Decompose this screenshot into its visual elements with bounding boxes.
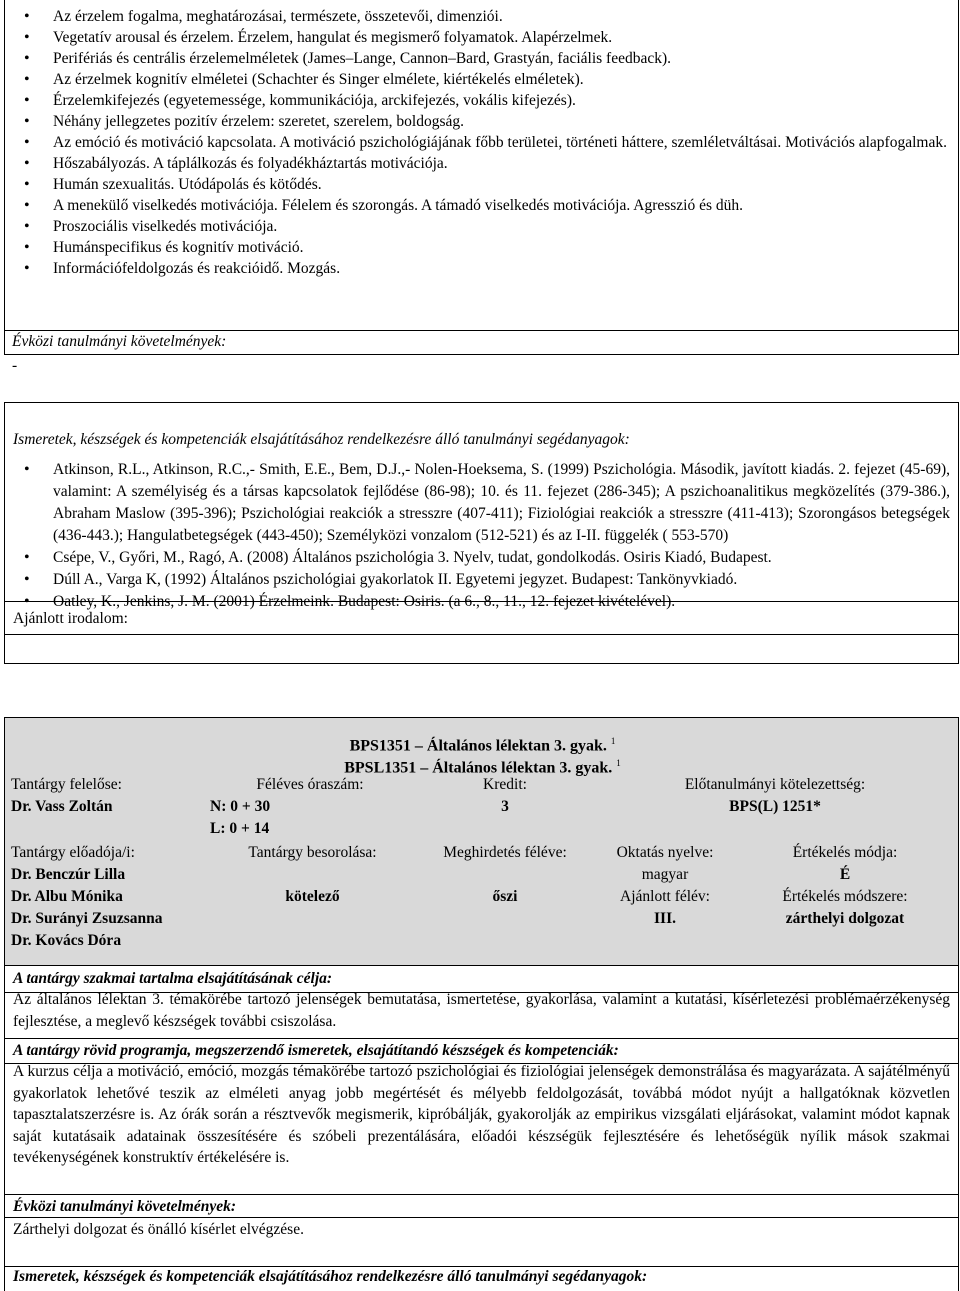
besorolas-value: kötelező	[285, 888, 340, 905]
topic-item: • Néhány jellegzetes pozitív érzelem: szeretet, szerelem, boldogság.	[5, 111, 958, 132]
felelos-value: Dr. Vass Zoltán	[11, 798, 113, 815]
ertekeles-modszer-value: zárthelyi dolgozat	[785, 910, 905, 927]
topic-item: • Információfeldolgozás és reakcióidő. Mozgás.	[5, 258, 958, 279]
evkozi-text: -	[12, 357, 18, 374]
topic-item: • Az érzelmek kognitív elméletei (Schachter és Singer elmélete, kiértékelés elméletek).	[5, 69, 958, 90]
ertekeles-mod-value: É	[839, 866, 851, 883]
reference-item: • Dúll A., Varga K, (1992) Általános pszichológiai gyakorlatok II. Egyetemi jegyzet. Budapest: Tankönyvkiadó.	[5, 569, 958, 591]
eloado-name: Dr. Kovács Dóra	[11, 932, 122, 949]
topic-item: • Humán szexualitás. Utódápolás és kötődés.	[5, 174, 958, 195]
cel-text: Az általános lélektan 3. témakörébe tartozó jelenségek bemutatása, ismertetése, gyakorlása, valamint a kutatási, kísérletezési problémaérzékenység fejlesztése, a meglevő készségek további csiszolása.	[13, 991, 950, 1030]
ajanlott-felev-value: III.	[654, 910, 676, 927]
evkozi2-title: Évközi tanulmányi követelmények:	[13, 1198, 237, 1215]
cel-box	[4, 966, 959, 1038]
topic-list	[5, 0, 958, 279]
topic-item: • Az érzelem fogalma, meghatározásai, természete, összetevői, dimenziói.	[5, 6, 958, 27]
meghirdetes-value: őszi	[492, 888, 518, 905]
reference-item: • Oatley, K., Jenkins, J. M. (2001) Érzelmeink. Budapest: Osiris. (a 6., 8., 11., 12. fejezet kivételével).	[5, 591, 958, 613]
cel-title: A tantárgy szakmai tartalma elsajátításának célja:	[13, 970, 333, 987]
topic-item: • Perifériás és centrális érzelemelméletek (James–Lange, Cannon–Bard, Grastyán, faciális feedback).	[5, 48, 958, 69]
ismeretek-box	[4, 402, 959, 610]
ajanlott-title: Ajánlott irodalom:	[13, 610, 128, 627]
program-text: A kurzus célja a motiváció, emóció, mozgás témakörébe tartozó pszichológiai és fiziológiai jelenségek demonstrálása és magyarázata. A sajátélményű gyakorlatok lehetővé teszik az elméleti anyag jobb megértését és mélyebb feldolgozását, továbbá módot nyújt a hallgatóknak közvetlen tapasztalatszerzésre is. Az órák során a résztvevők megismerik, kipróbálják, gyakorolják az empirikus vizsgálati eljárásokat, valamint módot kapnak saját kutatásaik adatainak összesítésére és szóbeli prezentálására, előadói készségük fejlesztésére és lehetőségük nyílik mások szakmai tevékenységének konstruktív értékelésére is.	[13, 1063, 950, 1166]
kredit-label: Kredit:	[483, 776, 527, 793]
reference-item: • Atkinson, R.L., Atkinson, R.C.,- Smith, E.E., Bem, D.J.,- Nolen-Hoeksema, S. (1999) Pszichológia. Második, javított kiadás. 2. fejezet (45-69), valamint: A személyiség és a társas kapcsolatok fejlődése (86-98); 10. és 11. fejezet (286-345); A pszichoanalitikus megközelítés (379-386.), Abraham Maslow (395-396); Pszichológiai reakciók a stresszre (407-411); Fiziológiai reakciók a stresszre (411-413); Szorongásos betegségek (436-443.); Hangulatbetegségek (443-450); Személyközi vonzalom (512-521) és az I-II. függelék ( 553-570)	[5, 459, 958, 547]
topic-item: • Proszociális viselkedés motivációja.	[5, 216, 958, 237]
ismeretek2-title: Ismeretek, készségek és kompetenciák elsajátításához rendelkezésre álló tanulmányi segédanyagok:	[13, 1268, 648, 1285]
ajanlott-box	[4, 602, 959, 664]
ertekeles-mod-label: Értékelés módja:	[792, 844, 898, 861]
evkozi-title: Évközi tanulmányi követelmények:	[12, 333, 227, 350]
ismeretek-title: Ismeretek, készségek és kompetenciák elsajátításához rendelkezésre álló tanulmányi segédanyagok:	[13, 431, 630, 448]
elotan-label: Előtanulmányi kötelezettség:	[684, 776, 866, 793]
course-header	[4, 717, 959, 966]
course-title-2: BPSL1351 – Általános lélektan 3. gyak. $^1$	[344, 758, 621, 777]
course-title-1: BPS1351 – Általános lélektan 3. gyak. $^1$	[349, 736, 616, 755]
evkozi2-text: Zárthelyi dolgozat és önálló kísérlet elvégzése.	[13, 1221, 304, 1238]
eloado-name: Dr. Benczúr Lilla	[11, 866, 126, 883]
evkozi2-box	[4, 1194, 959, 1291]
topic-item: • A menekülő viselkedés motivációja. Félelem és szorongás. A támadó viselkedés motivációja. Agresszió és düh.	[5, 195, 958, 216]
topic-item: • Az emóció és motiváció kapcsolata. A motiváció pszichológiájának főbb területei, történeti háttere, szemléletváltásai. Motivációs alapfogalmak.	[5, 132, 958, 153]
besorolas-label: Tantárgy besorolása:	[248, 844, 377, 861]
topic-item: • Hőszabályozás. A táplálkozás és folyadékháztartás motivációja.	[5, 153, 958, 174]
ertekeles-modszer-label: Értékelés módszere:	[782, 888, 908, 905]
eloado-label: Tantárgy előadója/i:	[11, 844, 135, 861]
oraszam-n: N: 0 + 30	[210, 798, 271, 815]
elotan-value: BPS(L) 1251*	[729, 798, 821, 815]
topic-item: • Vegetatív arousal és érzelem. Érzelem, hangulat és megismerő folyamatok. Alapérzelmek.	[5, 27, 958, 48]
reference-item: • Csépe, V., Győri, M., Ragó, A. (2008) Általános pszichológia 3. Nyelv, tudat, gondolkodás. Osiris Kiadó, Budapest.	[5, 547, 958, 569]
kredit-value: 3	[501, 798, 509, 815]
ajanlott-felev-label: Ajánlott félév:	[620, 888, 710, 905]
oraszam-label: Féléves óraszám:	[256, 776, 364, 793]
oraszam-l: L: 0 + 14	[210, 820, 270, 837]
topic-item: • Humánspecifikus és kognitív motiváció.	[5, 237, 958, 258]
topic-item: • Érzelemkifejezés (egyetemessége, kommunikációja, arckifejezés, vokális kifejezés).	[5, 90, 958, 111]
topics-box	[4, 0, 959, 355]
program-title: A tantárgy rövid programja, megszerzendő ismeretek, elsajátítandó készségek és kompetenciák:	[13, 1042, 619, 1059]
eloado-name: Dr. Albu Mónika	[11, 888, 123, 905]
eloado-name: Dr. Surányi Zsuzsanna	[11, 910, 163, 927]
nyelv-label: Oktatás nyelve:	[616, 844, 714, 861]
meghirdetes-label: Meghirdetés féléve:	[443, 844, 567, 861]
felelos-label: Tantárgy felelőse:	[11, 776, 122, 793]
program-box	[4, 1038, 959, 1194]
nyelv-value: magyar	[641, 866, 689, 883]
reference-list	[5, 451, 958, 613]
